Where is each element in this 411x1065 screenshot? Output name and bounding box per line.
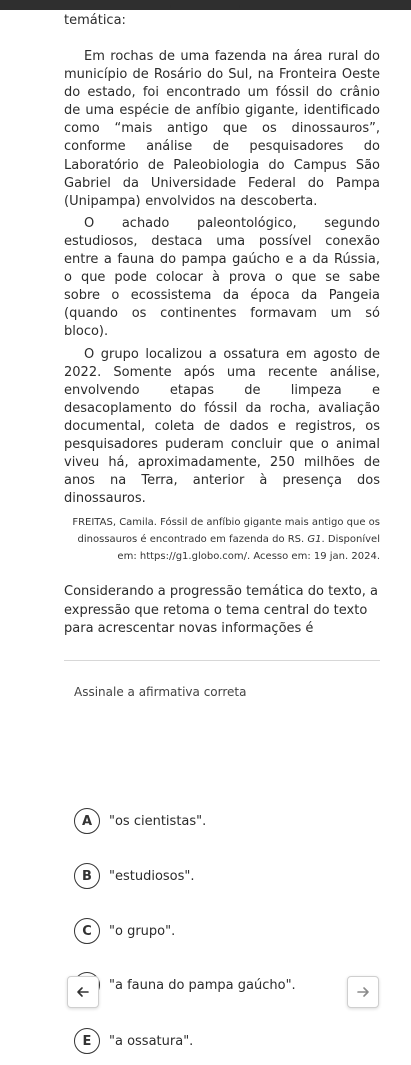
reference-text: FREITAS, Camila. Fóssil de anfíbio gigante mais antigo que os dinossauros é encontrado em fazenda do RS. [72,517,380,546]
alternative-d[interactable] [74,971,296,999]
alternative-text: "a fauna do pampa gaúcho". [109,977,296,993]
passage-paragraph-1: Em rochas de uma fazenda na área rural do município de Rosário do Sul, na Fronteira Oeste do estado, foi encontrado um fóssil do crânio de uma espécie de anfíbio gigante, identificado como “mais antigo que os dinossauros”, conforme análise de pesquisadores do Laboratório de Paleobiologia do Campus São Gabriel da Universidade Federal do Pampa (Unipampa) envolvidos na descoberta. [64,49,380,209]
top-status-bar [0,0,411,10]
alternative-text: "os cientistas". [109,813,207,829]
alternative-text: "estudiosos". [109,868,195,884]
alternative-text: "o grupo". [109,923,176,939]
passage-heading: temática: [64,13,126,28]
instruction-text: Assinale a afirmativa correta [74,684,247,699]
next-button[interactable] [347,976,379,1008]
previous-button[interactable] [67,976,99,1008]
question-content [64,12,380,699]
arrow-right-icon [355,984,371,1000]
reference-source: G1 [307,534,322,546]
passage-paragraph-3: O grupo localizou a ossatura em agosto de 2022. Somente após uma recente análise, envolvendo etapas de limpeza e desacoplamento do fóssil da rocha, avaliação documental, coleta de dados e registros, os pesquisadores puderam concluir que o animal viveu há, aproximadamente, 250 milhões de anos na Terra, anterior à presença dos dinossauros. [64,346,380,507]
alternative-letter[interactable]: A [74,808,100,834]
alternative-letter[interactable]: E [74,1028,100,1054]
arrow-left-icon [75,984,91,1000]
question-statement: Considerando a progressão temática do texto, a expressão que retoma o tema central do texto para acrescentar novas informações é [64,584,378,636]
divider [64,660,380,661]
passage-reference [64,514,380,565]
alternative-b[interactable] [74,862,195,890]
alternative-letter[interactable]: B [74,863,100,889]
alternative-c[interactable] [74,917,175,945]
passage-paragraph-2: O achado paleontológico, segundo estudiosos, destaca uma possível conexão entre a fauna do pampa gaúcho e a da Rússia, o que pode colocar à prova o que se sabe sobre o ecossistema da época da Pangeia (quando os continentes formavam um só bloco). [64,215,380,340]
alternative-letter[interactable]: C [74,918,100,944]
alternative-a[interactable] [74,807,206,835]
alternative-text: "a ossatura". [109,1033,194,1049]
reference-access: . Disponível em: https://g1.globo.com/. Acesso em: 19 jan. 2024. [117,534,380,563]
alternative-e[interactable] [74,1027,193,1055]
